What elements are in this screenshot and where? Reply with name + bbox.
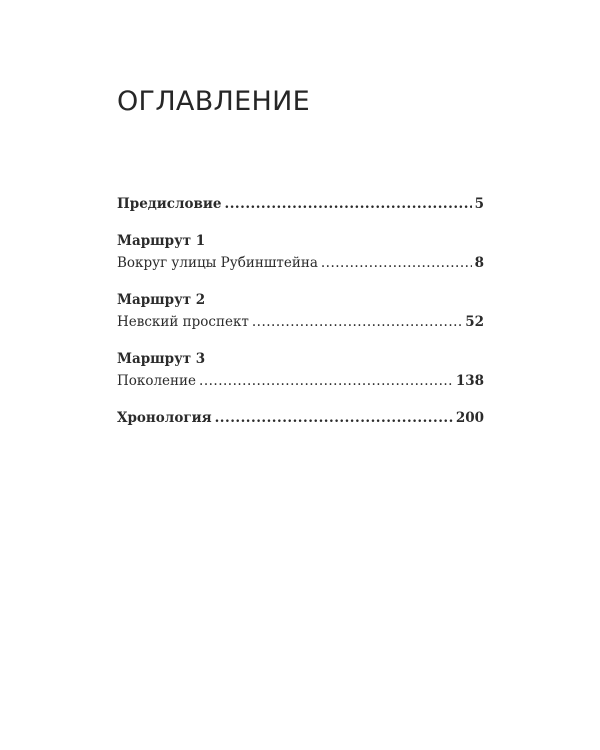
- toc-entry-route-3[interactable]: [117, 370, 484, 392]
- toc-entry-chronology[interactable]: [117, 407, 484, 429]
- toc-entry-label: Невский проспект: [117, 314, 249, 330]
- toc-group-preface: [117, 193, 484, 215]
- toc-entry-preface[interactable]: [117, 193, 484, 215]
- toc-entry-label: Хронология: [117, 410, 212, 426]
- toc-page-number: 200: [455, 410, 484, 426]
- toc-heading-route-2: Маршрут 2: [117, 292, 206, 308]
- toc-group-route-2: [117, 289, 484, 333]
- page-title: ОГЛАВЛЕНИЕ: [117, 86, 310, 117]
- toc-heading-route-3: Маршрут 3: [117, 351, 206, 367]
- toc-group-route-1: [117, 230, 484, 274]
- toc-page-number: 5: [474, 196, 484, 212]
- toc-entry-label: Вокруг улицы Рубинштейна: [117, 255, 318, 271]
- dot-leader: [252, 311, 462, 333]
- toc-page-number: 8: [474, 255, 484, 271]
- dot-leader: [215, 407, 453, 429]
- toc-entry-route-1[interactable]: [117, 252, 484, 274]
- toc-entry-route-2[interactable]: [117, 311, 484, 333]
- toc-group-chronology: [117, 407, 484, 429]
- toc-entry-label: Поколение: [117, 373, 197, 389]
- dot-leader: [321, 252, 472, 274]
- toc-page-number: 52: [465, 314, 484, 330]
- dot-leader: [225, 193, 472, 215]
- dot-leader: [199, 370, 453, 392]
- toc-heading-route-1: Маршрут 1: [117, 233, 206, 249]
- toc-group-route-3: [117, 348, 484, 392]
- toc-entry-label: Предисловие: [117, 196, 222, 212]
- toc-page-number: 138: [455, 373, 484, 389]
- table-of-contents: [117, 193, 484, 429]
